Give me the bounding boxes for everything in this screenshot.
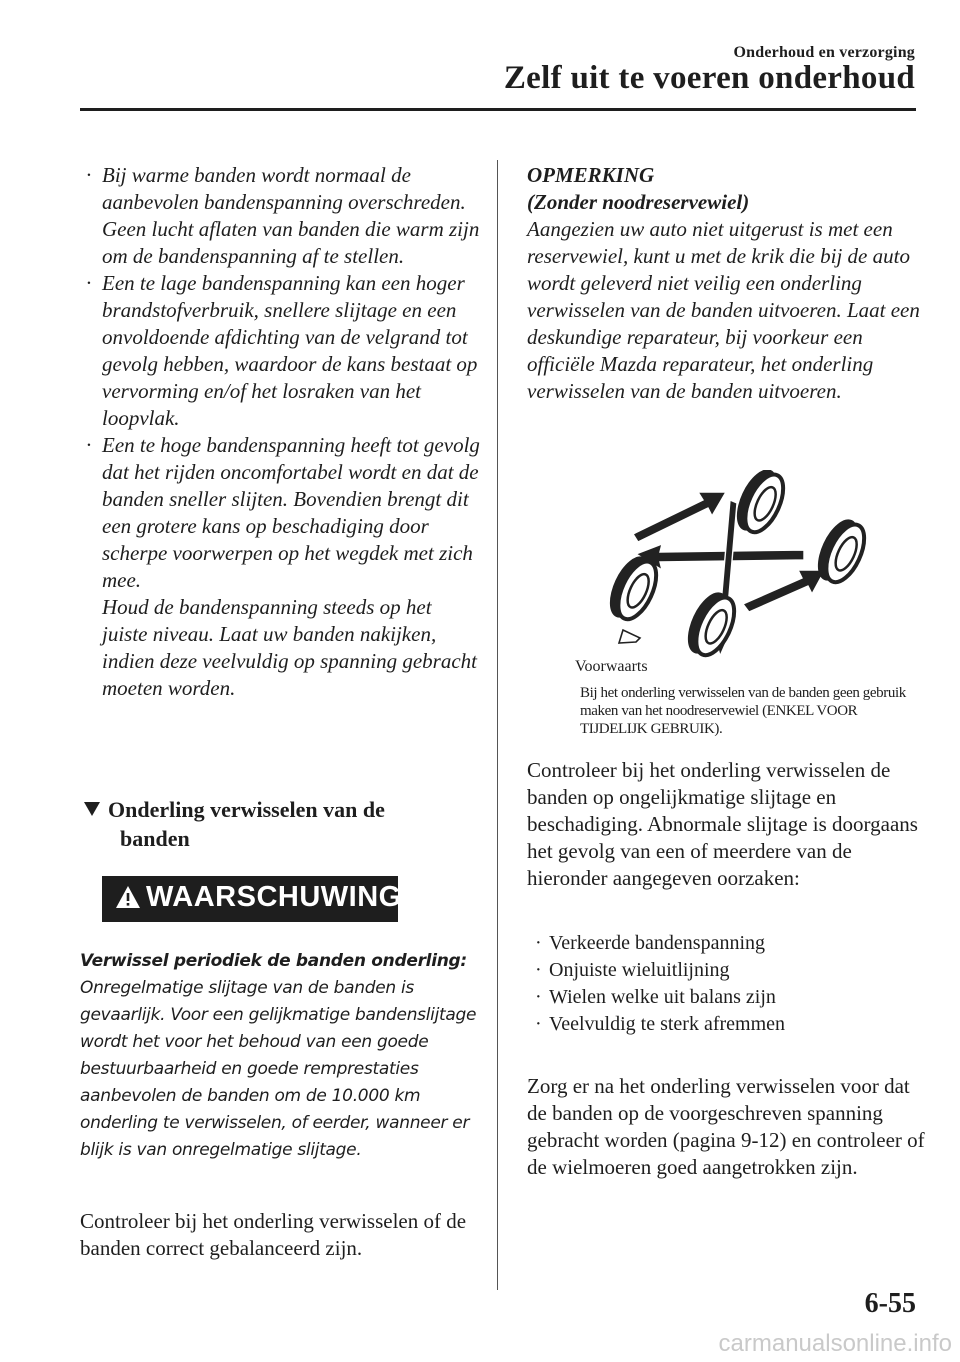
bullet-continuation: Houd de bandenspanning steeds op het juiste niveau. Laat uw banden nakijken, indien deze veelvuldig op spanning gebracht moeten worden. <box>102 595 477 700</box>
warning-icon <box>115 885 141 909</box>
bullet-marker: · <box>535 932 542 954</box>
warning-banner <box>102 876 402 922</box>
cause-text: Verkeerde bandenspanning <box>549 932 766 954</box>
list-item <box>533 957 913 984</box>
section-heading-line1: Onderling verwisselen van de <box>108 797 385 822</box>
warning-text: Onregelmatige slijtage van de banden is gevaarlijk. Voor een gelijkmatige bandenslijtage wordt het voor het behoud van een goede bestuurbaarheid en goede remprestaties aanbevolen de banden om de 10.000 km onderling te verwisselen, of eerder, wanneer er blijk is van onregelmatige slijtage. <box>80 978 477 1160</box>
section-heading <box>84 795 484 853</box>
bullet-text: Bij warme banden wordt normaal de aanbevolen bandenspanning overschreden. Geen lucht aflaten van banden die warm zijn om de bandenspanning af te stellen. <box>102 163 480 268</box>
forward-arrow-icon <box>619 630 640 643</box>
bullet-marker: · <box>535 986 542 1008</box>
after-rotation-paragraph: Zorg er na het onderling verwisselen voor dat de banden op de voorgeschreven spanning gebracht worden (pagina 9-12) en controleer of de wielmoeren goed aangetrokken zijn. <box>527 1074 925 1179</box>
section-label: Onderhoud en verzorging <box>733 44 915 61</box>
list-item <box>533 984 913 1011</box>
cause-text: Onjuiste wieluitlijning <box>549 959 730 981</box>
note-subheading: (Zonder noodreservewiel) <box>527 190 750 214</box>
list-item <box>533 930 913 957</box>
header-rule <box>80 108 916 111</box>
bullet-marker: · <box>535 959 542 981</box>
section-heading-line2: banden <box>120 826 190 851</box>
chapter-title: Zelf uit te voeren onderhoud <box>503 60 915 96</box>
cause-text: Wielen welke uit balans zijn <box>549 986 776 1008</box>
list-item <box>533 1011 913 1038</box>
bullet-item <box>80 270 480 432</box>
bullet-text: Een te hoge bandenspanning heeft tot gevolg dat het rijden oncomfortabel wordt en dat de banden sneller slijten. Bovendien brengt dit een grotere kans op beschadiging door scherpe voorwerpen op het wegdek met zich mee. <box>102 433 480 592</box>
warning-title: Verwissel periodiek de banden onderling: <box>80 951 467 971</box>
balance-paragraph: Controleer bij het onderling verwisselen of de banden correct gebalanceerd zijn. <box>80 1209 467 1260</box>
cause-text: Veelvuldig te sterk afremmen <box>549 1013 786 1035</box>
warning-label: WAARSCHUWING <box>146 881 402 913</box>
bullet-marker: · <box>86 433 92 457</box>
bullet-marker: · <box>86 163 92 187</box>
column-divider <box>497 160 498 1290</box>
triangle-marker-icon <box>84 802 100 816</box>
page-number: 6-55 <box>864 1288 916 1319</box>
figure-caption: Bij het onderling verwisselen van de banden geen gebruik maken van het noodreservewiel (ENKEL VOOR TIJDELIJK GEBRUIK). <box>580 685 906 737</box>
warning-body <box>80 948 480 1164</box>
wear-causes-list <box>533 930 913 1038</box>
bullet-item <box>80 432 480 702</box>
note-block <box>527 162 927 405</box>
bullet-text: Een te lage bandenspanning kan een hoger brandstofverbruik, snellere slijtage en een onvoldoende afdichting van de velgrand tot gevolg hebben, waardoor de kans bestaat op vervorming en/of het losraken van het loopvlak. <box>102 271 478 430</box>
forward-label: Voorwaarts <box>575 658 648 675</box>
bullet-marker: · <box>86 271 92 295</box>
watermark: carmanualsonline.info <box>718 1330 952 1357</box>
note-heading: OPMERKING <box>527 163 655 187</box>
front-right-tire-icon <box>729 470 792 540</box>
note-body: Aangezien uw auto niet uitgerust is met een reservewiel, kunt u met de krik die bij de auto wordt geleverd niet veilig een onderling verwisselen van de banden uitvoeren. Laat een deskundige reparateur, bij voorkeur een officiële Mazda reparateur, het onderling verwisselen van de banden uitvoeren. <box>527 217 920 403</box>
bullet-marker: · <box>535 1013 542 1035</box>
rear-left-tire-icon <box>680 586 743 662</box>
tire-pressure-bullets <box>80 162 480 702</box>
inspection-paragraph: Controleer bij het onderling verwisselen de banden op ongelijkmatige slijtage en beschadiging. Abnormale slijtage is doorgaans het gevolg van een of meerdere van de hieronder aangegeven oorzaken: <box>527 758 918 890</box>
bullet-item <box>80 162 480 270</box>
